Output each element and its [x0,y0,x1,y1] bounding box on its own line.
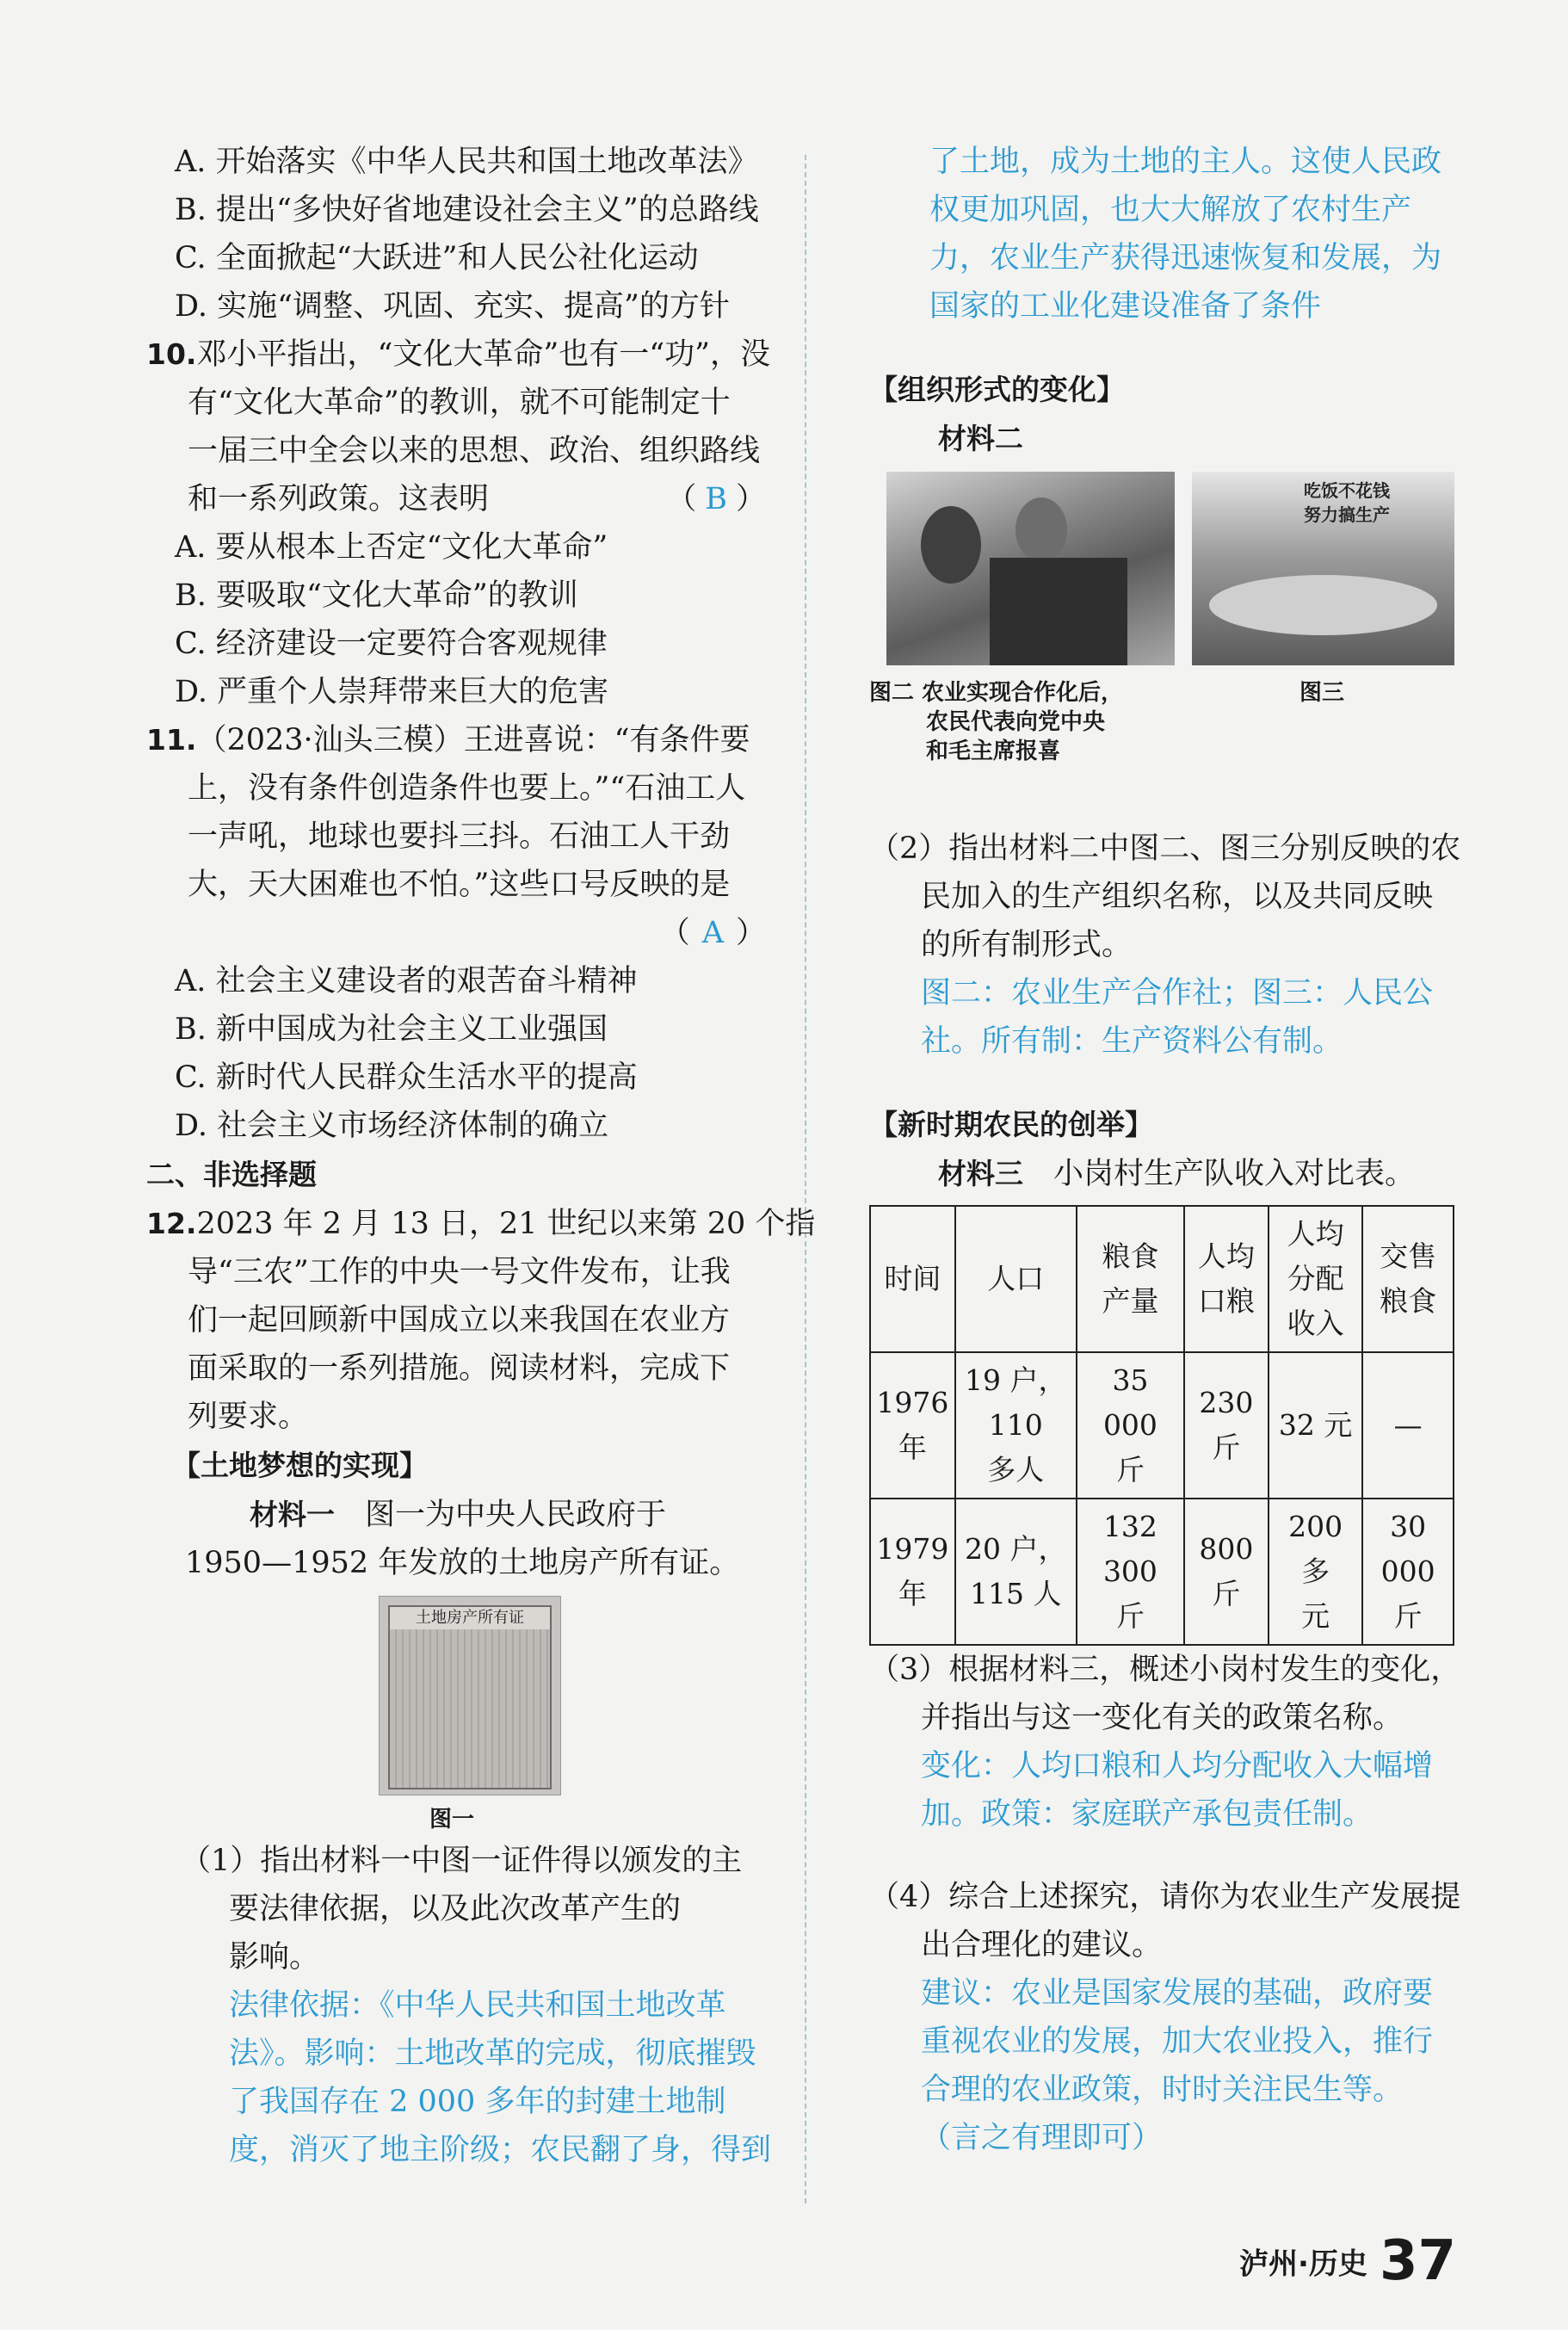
fig2-photo-farmers-reporting [886,472,1175,665]
table-cell: 19 户，110 多人 [955,1352,1077,1499]
page-footer [1239,2229,1456,2293]
q9-option-c: C. 全面掀起“大跃进”和人民公社化运动 [175,241,699,275]
sub1-answer-line3: 了我国存在 2 000 多年的封建土地制 [229,2085,726,2119]
sub3-line2: 并指出与这一变化有关的政策名称。 [921,1701,1404,1735]
sub2-answer-line2: 社。所有制：生产资料公有制。 [921,1024,1343,1059]
sub2-line1: （2）指出材料二中图二、图三分别反映的农 [869,831,1461,866]
slogan-line2: 努力搞生产 [1304,504,1390,525]
table-cell: 1979 年 [870,1499,955,1645]
photo-figure-shape [921,506,981,584]
material1-label: 材料一 [250,1498,335,1531]
sub4-answer-line4: （言之有理即可） [921,2121,1163,2155]
q10-text-end: 和一系列政策。这表明 [188,482,490,516]
table-cell: 人均 分配 收入 [1269,1206,1363,1352]
table-cell: 32 元 [1269,1352,1363,1499]
table-cell: — [1362,1352,1454,1499]
material2-figures [869,463,1463,825]
table-cell: 200 多 元 [1269,1499,1363,1645]
sub1-line1: （1）指出材料一中图一证件得以颁发的主 [181,1844,743,1878]
table-row [870,1499,1454,1645]
material2-line [869,415,1463,463]
q12-stem-line4: 面采取的一系列措施。阅读材料，完成下 [188,1351,731,1386]
sub4-line2: 出合理化的建议。 [921,1928,1163,1962]
q10-option-c: C. 经济建设一定要符合客观规律 [175,627,608,661]
bracket-open: （ [659,916,690,950]
material1-line1 [146,1491,783,1539]
q10-stem-line3: 一届三中全会以来的思想、政治、组织路线 [188,434,761,468]
fig3-photo-commune-dining [1192,472,1454,665]
q12-stem-line2: 导“三农”工作的中央一号文件发布，让我 [188,1255,731,1289]
bracket-open: （ [666,482,697,516]
table-cell: 人口 [955,1206,1077,1352]
photo-table-shape [1209,575,1437,635]
land-section-heading: 【土地梦想的实现】 [172,1449,428,1482]
sub2-answer-line1: 图二：农业生产合作社；图三：人民公 [921,976,1434,1010]
table-cell: 1976 年 [870,1352,955,1499]
q12-text: 2023 年 2 月 13 日，21 世纪以来第 20 个指 [196,1207,816,1241]
table-cell: 粮食 产量 [1077,1206,1184,1352]
sub1-line2: 要法律依据，以及此次改革产生的 [229,1892,682,1926]
table-cell: 20 户， 115 人 [955,1499,1077,1645]
left-column [146,138,816,2174]
photo-figure-shape [990,558,1127,665]
q12-number: 12. [146,1207,197,1240]
q11-option-b: B. 新中国成为社会主义工业强国 [175,1012,608,1047]
table-header-row [870,1206,1454,1352]
fig3-caption: 图三 [1299,680,1345,706]
q9-option-d: D. 实施“调整、巩固、充实、提高”的方针 [175,289,730,324]
fig2-caption-line3: 和毛主席报喜 [926,739,1061,764]
material3-line [869,1150,1463,1198]
table-cell: 230 斤 [1184,1352,1269,1499]
table-cell: 30 000 斤 [1362,1499,1454,1645]
land-certificate-image [379,1596,561,1795]
material3-label: 材料三 [938,1157,1023,1190]
sub3-line1: （3）根据材料三，概述小岗村发生的变化， [869,1653,1461,1687]
sub4-line1: （4）综合上述探究，请你为农业生产发展提 [869,1880,1461,1914]
q10-answer-bracket [666,475,766,523]
sub1-answer-cont-line4: 国家的工业化建设准备了条件 [929,289,1322,324]
q9-option-b: B. 提出“多快好省地建设社会主义”的总路线 [175,193,759,227]
table-cell: 时间 [870,1206,955,1352]
q10-option-d: D. 严重个人崇拜带来巨大的危害 [175,675,609,709]
sub3-answer-line1: 变化：人均口粮和人均分配收入大幅增 [921,1749,1434,1783]
material1-line2: 1950—1952 年发放的土地房产所有证。 [185,1546,740,1580]
org-section-heading: 【组织形式的变化】 [869,373,1125,406]
sub1-answer-line4: 度，消灭了地主阶级；农民翻了身，得到 [229,2133,772,2167]
table-cell: 交售 粮食 [1362,1206,1454,1352]
sub2-line3: 的所有制形式。 [921,928,1133,962]
q11-answer-bracket [146,909,783,957]
section-heading-nonchoice: 二、非选择题 [146,1158,317,1191]
material1-text: 图一为中央人民政府于 [335,1498,667,1532]
material3-text: 小岗村生产队收入对比表。 [1023,1157,1416,1191]
page-number: 37 [1379,2229,1456,2293]
slogan-line1: 吃饭不花钱 [1304,480,1390,501]
q10-stem-line4 [146,475,783,523]
q10-text: 邓小平指出，“文化大革命”也有一“功”，没 [196,337,771,372]
q10-answer: B [705,482,727,516]
sub3-answer-line2: 加。政策：家庭联产承包责任制。 [921,1797,1374,1832]
column-divider [805,155,806,2203]
certificate-title: 土地房产所有证 [390,1607,550,1629]
q10-option-b: B. 要吸取“文化大革命”的教训 [175,578,578,613]
q12-stem-line3: 们一起回顾新中国成立以来我国在农业方 [188,1303,731,1338]
q11-text: （2023·汕头三模）王进喜说：“有条件要 [196,723,750,757]
fig2-caption [869,678,1123,766]
q11-stem-line4: 大，天大困难也不怕。”这些口号反映的是 [188,868,731,902]
certificate-body [388,1605,552,1789]
table-cell: 35 000 斤 [1077,1352,1184,1499]
sub1-line3: 影响。 [229,1940,320,1975]
sub1-answer-cont-line1: 了土地，成为土地的主人。这使人民政 [929,145,1442,179]
q12-stem-line1 [146,1200,816,1248]
q11-number: 11. [146,723,197,757]
right-column [869,138,1463,2162]
sub1-answer-line1: 法律依据：《中华人民共和国土地改革 [229,1988,726,2023]
q11-answer: A [701,916,724,950]
q10-stem-line1 [146,331,783,379]
q10-stem-line2: 有“文化大革命”的教训，就不可能制定十 [188,386,731,420]
q11-option-a: A. 社会主义建设者的艰苦奋斗精神 [175,964,638,998]
q11-stem-line1 [146,716,783,764]
table-cell: 800 斤 [1184,1499,1269,1645]
q11-stem-line2: 上，没有条件创造条件也要上。”“石油工人 [188,771,746,806]
footer-region: 泸州·历史 [1239,2247,1367,2282]
table-area [869,1198,1463,1646]
sub1-answer-cont-line3: 力，农业生产获得迅速恢复和发展，为 [929,241,1442,275]
sub4-answer-line1: 建议：农业是国家发展的基础，政府要 [921,1976,1434,2011]
bracket-close: ） [735,916,766,950]
table-cell: 132 300 斤 [1077,1499,1184,1645]
q10-number: 10. [146,337,197,371]
sub4-answer-line3: 合理的农业政策，时时关注民生等。 [921,2073,1404,2107]
q10-option-a: A. 要从根本上否定“文化大革命” [175,530,608,565]
material2-label: 材料二 [938,422,1023,455]
xiaogang-income-table [869,1205,1454,1646]
fig1-area [146,1587,783,1802]
q11-option-d: D. 社会主义市场经济体制的确立 [175,1109,609,1143]
table-row [870,1352,1454,1499]
q11-option-c: C. 新时代人民群众生活水平的提高 [175,1060,638,1095]
sub4-answer-line2: 重视农业的发展，加大农业投入，推行 [921,2024,1434,2059]
q9-option-a: A. 开始落实《中华人民共和国土地改革法》 [175,145,758,179]
sub1-answer-line2: 法》。影响：土地改革的完成，彻底摧毁 [229,2036,756,2071]
photo-figure-shape [1015,498,1067,562]
sub2-line2: 民加入的生产组织名称，以及共同反映 [921,880,1434,914]
fig2-caption-line1: 图二 农业实现合作化后， [869,680,1124,706]
sub1-answer-cont-line2: 权更加巩固，也大大解放了农村生产 [929,193,1412,227]
q12-stem-line5: 列要求。 [188,1400,309,1434]
fig3-slogan [1304,479,1390,527]
fig1-caption: 图一 [429,1807,474,1832]
q11-stem-line3: 一声吼，地球也要抖三抖。石油工人干劲 [188,819,731,854]
table-cell: 人均 口粮 [1184,1206,1269,1352]
fig2-caption-line2: 农民代表向党中央 [926,709,1106,735]
new-era-section-heading: 【新时期农民的创举】 [869,1108,1153,1141]
bracket-close: ） [735,482,766,516]
